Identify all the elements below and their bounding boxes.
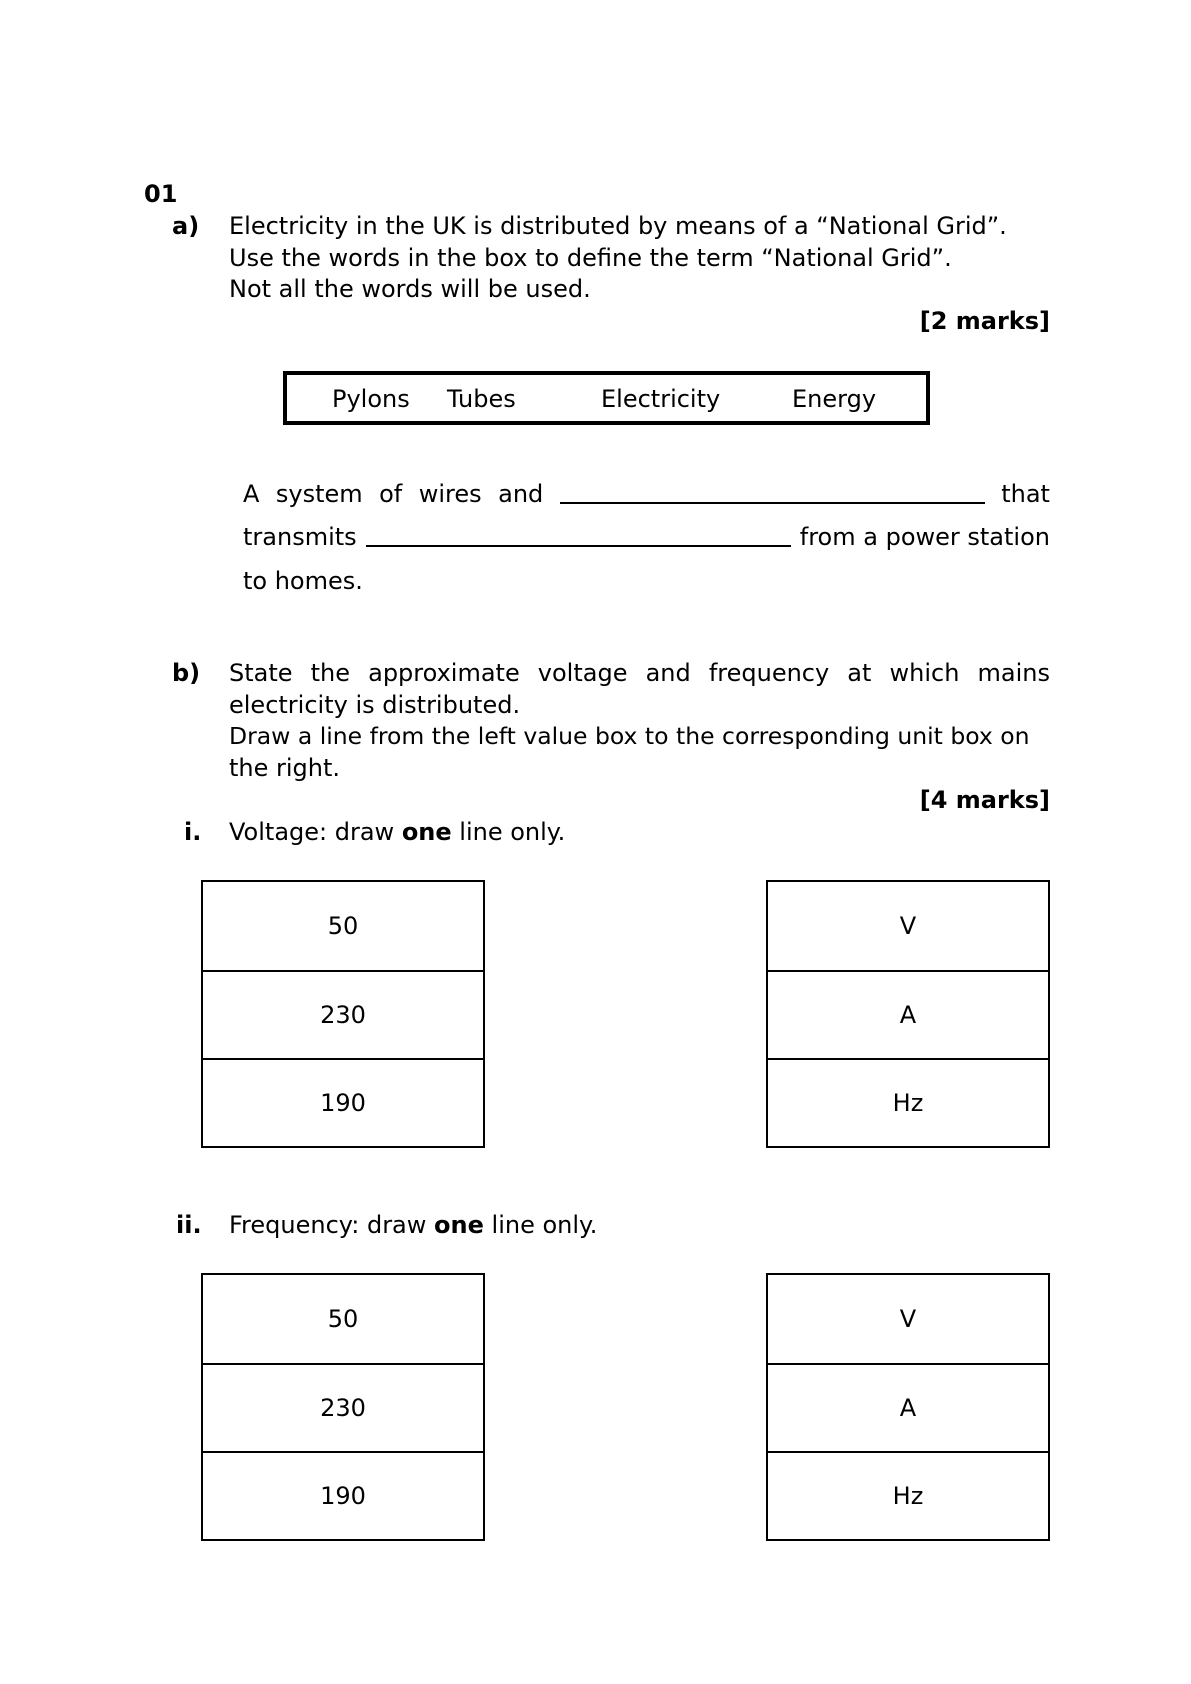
sub-ii-label: ii. (176, 1211, 202, 1239)
part-b-word: at (847, 659, 872, 687)
word-pylons: Pylons (332, 385, 410, 413)
part-b-word: and (645, 659, 691, 687)
sentence-word: wires (418, 480, 482, 508)
unit-cell[interactable]: A (768, 1363, 1048, 1451)
sentence-row-2 (243, 521, 1050, 553)
sentence-word: from a power station (799, 523, 1050, 551)
voltage-values-box (201, 880, 485, 1148)
value-cell[interactable]: 230 (203, 970, 483, 1058)
sub-ii-instruction (229, 1209, 597, 1241)
unit-cell[interactable]: V (899, 1305, 917, 1333)
instruction-text: Voltage: draw (229, 818, 402, 846)
sub-i-instruction (229, 816, 565, 848)
word-tubes: Tubes (447, 385, 516, 413)
answer-blank-1[interactable] (560, 478, 985, 504)
unit-cell[interactable]: Hz (768, 1058, 1048, 1146)
instruction-text: line only. (483, 1211, 598, 1239)
value-cell[interactable]: 230 (203, 1363, 483, 1451)
instruction-bold: one (401, 818, 452, 846)
value-cell[interactable]: 50 (327, 1305, 359, 1333)
sentence-row-3: to homes. (243, 567, 363, 595)
word-box (283, 371, 930, 425)
part-b-word: which (889, 659, 960, 687)
part-a-line-2: Use the words in the box to define the term “National Grid”. (229, 244, 952, 272)
sentence-word: that (1001, 480, 1050, 508)
sentence-row-1 (243, 478, 1050, 510)
part-a-line-1: Electricity in the UK is distributed by means of a “National Grid”. (229, 212, 1007, 240)
sentence-word: of (379, 480, 403, 508)
word-electricity: Electricity (601, 385, 721, 413)
part-b-line-4: the right. (229, 754, 341, 782)
answer-blank-2[interactable] (366, 521, 791, 547)
part-b-word: mains (977, 659, 1050, 687)
instruction-text: Frequency: draw (229, 1211, 435, 1239)
part-b-line-1 (229, 657, 1050, 689)
sentence-word: and (498, 480, 544, 508)
sentence-word: system (275, 480, 363, 508)
unit-cell[interactable]: V (899, 912, 917, 940)
part-b-line-3: Draw a line from the left value box to the corresponding unit box on (229, 722, 1030, 750)
value-cell[interactable]: 50 (327, 912, 359, 940)
frequency-units-box (766, 1273, 1050, 1541)
question-number: 01 (144, 180, 178, 208)
word-energy: Energy (792, 385, 877, 413)
part-b-word: approximate (368, 659, 520, 687)
frequency-values-box (201, 1273, 485, 1541)
part-a-line-3: Not all the words will be used. (229, 275, 591, 303)
part-a-label: a) (172, 212, 200, 240)
sentence-word: transmits (243, 523, 357, 551)
part-a-marks: [2 marks] (919, 307, 1050, 335)
part-b-word: State (229, 659, 293, 687)
value-cell[interactable]: 190 (203, 1058, 483, 1146)
part-b-line-2: electricity is distributed. (229, 691, 521, 719)
part-b-label: b) (172, 659, 201, 687)
sub-i-label: i. (184, 818, 202, 846)
voltage-units-box (766, 880, 1050, 1148)
value-cell[interactable]: 190 (203, 1451, 483, 1539)
part-b-word: voltage (537, 659, 628, 687)
unit-cell[interactable]: A (768, 970, 1048, 1058)
part-b-word: frequency (708, 659, 830, 687)
unit-cell[interactable]: Hz (768, 1451, 1048, 1539)
instruction-text: line only. (451, 818, 566, 846)
part-b-marks: [4 marks] (919, 786, 1050, 814)
part-b-word: the (310, 659, 351, 687)
instruction-bold: one (434, 1211, 484, 1239)
sentence-word: A (243, 480, 260, 508)
